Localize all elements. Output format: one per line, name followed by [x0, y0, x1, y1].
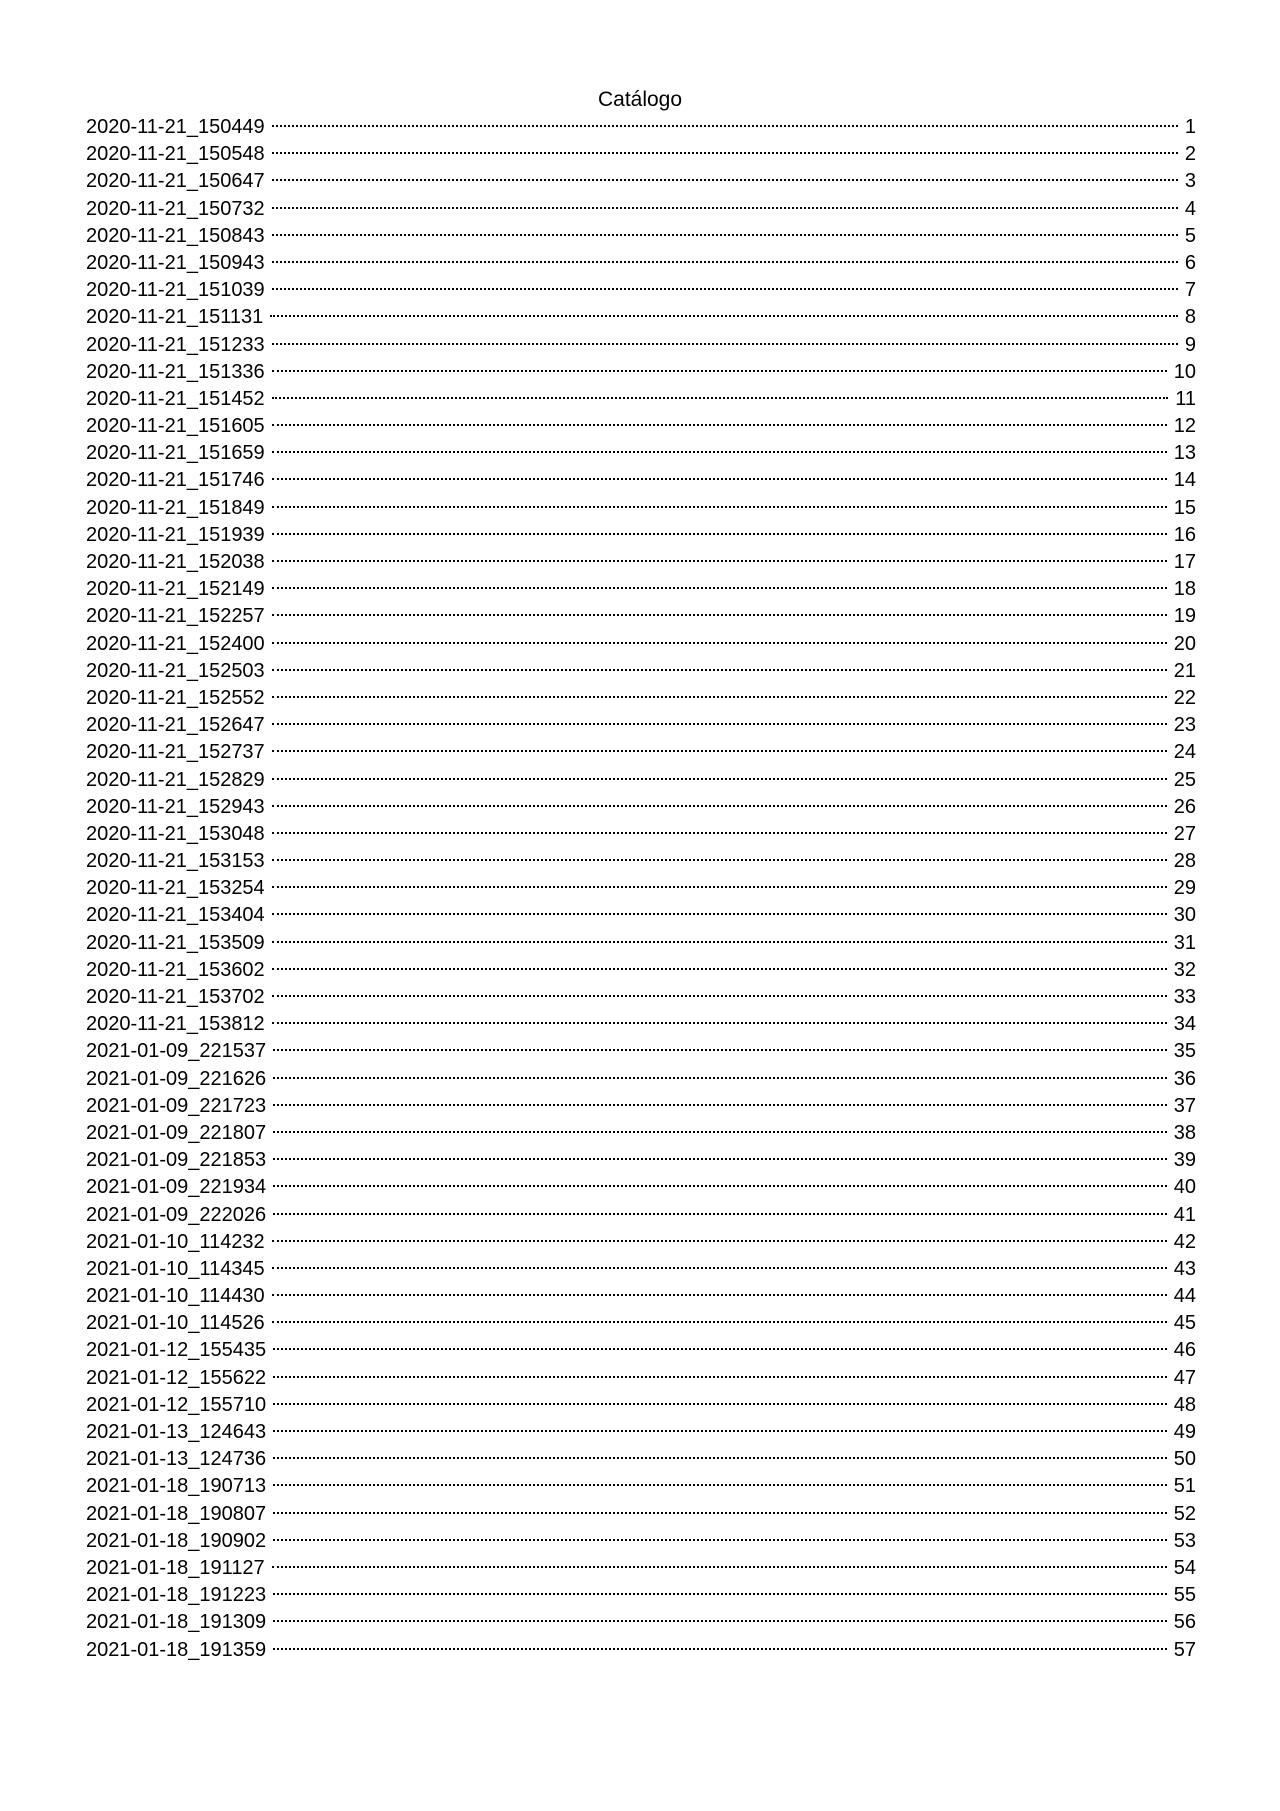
toc-entry[interactable]: [86, 1637, 1196, 1664]
toc-entry-page-number: 8: [1184, 306, 1196, 329]
toc-entry-label: 2020-11-21_150732: [86, 197, 265, 220]
toc-entry-label: 2020-11-21_150943: [86, 251, 265, 274]
toc-entry-page-number: 48: [1173, 1393, 1196, 1416]
dot-leader: [272, 912, 1167, 915]
toc-entry-label: 2020-11-21_153404: [86, 904, 265, 927]
toc-entry-label: 2021-01-09_221934: [86, 1176, 267, 1199]
dot-leader: [272, 940, 1167, 943]
dot-leader: [273, 1103, 1167, 1106]
toc-entry-page-number: 51: [1173, 1475, 1196, 1498]
toc-entry-label: 2020-11-21_151746: [86, 469, 265, 492]
toc-entry[interactable]: [86, 114, 1196, 141]
toc-entry-page-number: 53: [1173, 1529, 1196, 1552]
toc-entry-page-number: 50: [1173, 1448, 1196, 1471]
toc-entry-page-number: 56: [1173, 1611, 1196, 1634]
dot-leader: [272, 1266, 1167, 1269]
toc-entry-label: 2020-11-21_151659: [86, 442, 265, 465]
toc-entry[interactable]: [86, 250, 1196, 277]
toc-entry[interactable]: [86, 1501, 1196, 1528]
toc-entry[interactable]: [86, 549, 1196, 576]
dot-leader: [272, 477, 1167, 480]
toc-entry-page-number: 23: [1173, 714, 1196, 737]
toc-entry-label: 2020-11-21_151131: [86, 306, 264, 329]
toc-entry[interactable]: [86, 1365, 1196, 1392]
toc-entry[interactable]: [86, 1310, 1196, 1337]
dot-leader: [273, 1048, 1167, 1051]
toc-entry-page-number: 46: [1173, 1339, 1196, 1362]
dot-leader: [273, 1511, 1167, 1514]
dot-leader: [272, 885, 1167, 888]
dot-leader: [272, 260, 1178, 263]
toc-entry-page-number: 4: [1184, 197, 1196, 220]
toc-entry[interactable]: [86, 1256, 1196, 1283]
toc-entry-label: 2020-11-21_153812: [86, 1013, 265, 1036]
toc-entry-page-number: 21: [1173, 659, 1196, 682]
toc-entry-label: 2021-01-09_221807: [86, 1121, 267, 1144]
toc-entry-page-number: 37: [1173, 1094, 1196, 1117]
toc-entry[interactable]: [86, 1392, 1196, 1419]
toc-entry[interactable]: [86, 359, 1196, 386]
toc-entry-page-number: 34: [1173, 1013, 1196, 1036]
toc-entry[interactable]: [86, 277, 1196, 304]
toc-entry[interactable]: [86, 848, 1196, 875]
toc-entry[interactable]: [86, 1283, 1196, 1310]
dot-leader: [273, 1538, 1167, 1541]
toc-entry-label: 2021-01-13_124643: [86, 1421, 267, 1443]
dot-leader: [272, 233, 1178, 236]
toc-entry[interactable]: [86, 223, 1196, 250]
toc-entry-label: 2021-01-09_221723: [86, 1094, 267, 1117]
toc-entry-label: 2021-01-18_191223: [86, 1584, 267, 1607]
dot-leader: [272, 450, 1167, 453]
toc-entry-page-number: 13: [1173, 442, 1196, 465]
toc-entry[interactable]: [86, 1202, 1196, 1229]
table-of-contents: [86, 114, 1196, 1664]
toc-entry[interactable]: [86, 168, 1196, 195]
toc-entry-label: 2020-11-21_151939: [86, 523, 265, 546]
dot-leader: [272, 804, 1167, 807]
toc-entry-page-number: 9: [1184, 333, 1196, 356]
toc-entry[interactable]: [86, 658, 1196, 685]
toc-entry-label: 2020-11-21_150647: [86, 170, 265, 193]
toc-entry-page-number: 40: [1173, 1176, 1196, 1199]
toc-entry-label: 2020-11-21_151336: [86, 360, 265, 383]
toc-entry-page-number: 42: [1173, 1230, 1196, 1253]
toc-entry[interactable]: [86, 413, 1196, 440]
toc-entry[interactable]: [86, 821, 1196, 848]
toc-entry-label: 2020-11-21_152503: [86, 659, 265, 682]
toc-entry-page-number: 28: [1173, 850, 1196, 873]
dot-leader: [272, 505, 1167, 508]
toc-entry[interactable]: [86, 1038, 1196, 1065]
toc-entry-label: 2020-11-21_150548: [86, 143, 265, 166]
toc-entry[interactable]: [86, 1528, 1196, 1555]
toc-entry-label: 2020-11-21_150449: [86, 116, 265, 138]
dot-leader: [272, 151, 1178, 154]
dot-leader: [272, 668, 1167, 671]
toc-entry[interactable]: [86, 467, 1196, 494]
dot-leader: [273, 1456, 1167, 1459]
toc-entry-label: 2020-11-21_151849: [86, 496, 265, 519]
toc-entry[interactable]: [86, 141, 1196, 168]
toc-entry[interactable]: [86, 1120, 1196, 1147]
toc-entry-page-number: 29: [1173, 877, 1196, 900]
toc-entry-page-number: 3: [1184, 170, 1196, 193]
toc-entry-label: 2021-01-18_190807: [86, 1502, 267, 1525]
toc-entry-page-number: 44: [1173, 1285, 1196, 1308]
toc-entry-label: 2021-01-18_191309: [86, 1611, 267, 1634]
toc-entry-label: 2020-11-21_151039: [86, 279, 265, 302]
toc-entry-label: 2021-01-12_155710: [86, 1393, 267, 1416]
dot-leader: [273, 1402, 1167, 1405]
toc-entry-page-number: 54: [1173, 1556, 1196, 1579]
dot-leader: [272, 586, 1167, 589]
toc-entry-label: 2021-01-12_155435: [86, 1339, 267, 1362]
toc-entry[interactable]: [86, 794, 1196, 821]
dot-leader: [272, 532, 1167, 535]
toc-entry[interactable]: [86, 1609, 1196, 1636]
toc-entry-page-number: 57: [1173, 1638, 1196, 1661]
dot-leader: [272, 967, 1167, 970]
dot-leader: [272, 206, 1178, 209]
toc-entry-page-number: 1: [1184, 116, 1196, 138]
toc-entry[interactable]: [86, 875, 1196, 902]
toc-entry-label: 2021-01-10_114232: [86, 1230, 265, 1253]
toc-entry[interactable]: [86, 957, 1196, 984]
toc-entry[interactable]: [86, 902, 1196, 929]
toc-entry[interactable]: [86, 1066, 1196, 1093]
dot-leader: [273, 1619, 1167, 1622]
toc-entry-page-number: 41: [1173, 1203, 1196, 1226]
toc-entry-page-number: 35: [1173, 1040, 1196, 1063]
toc-entry-page-number: 36: [1173, 1067, 1196, 1090]
toc-entry[interactable]: [86, 739, 1196, 766]
toc-entry[interactable]: [86, 1555, 1196, 1582]
toc-entry-page-number: 20: [1173, 632, 1196, 655]
toc-entry[interactable]: [86, 984, 1196, 1011]
dot-leader: [272, 749, 1167, 752]
toc-entry[interactable]: [86, 1473, 1196, 1500]
dot-leader: [272, 1239, 1167, 1242]
toc-entry[interactable]: [86, 440, 1196, 467]
toc-entry-page-number: 52: [1173, 1502, 1196, 1525]
toc-entry-page-number: 33: [1173, 986, 1196, 1008]
dot-leader: [272, 994, 1167, 997]
toc-entry[interactable]: [86, 522, 1196, 549]
toc-entry-label: 2021-01-09_222026: [86, 1203, 267, 1226]
toc-entry-label: 2020-11-21_153254: [86, 877, 265, 900]
toc-entry-page-number: 14: [1173, 469, 1196, 492]
page-title: Catálogo: [597, 88, 683, 111]
toc-entry-label: 2020-11-21_152943: [86, 795, 265, 818]
toc-entry-label: 2021-01-09_221626: [86, 1067, 267, 1090]
toc-entry-page-number: 47: [1173, 1366, 1196, 1389]
toc-entry-label: 2020-11-21_152257: [86, 605, 265, 628]
dot-leader: [272, 613, 1167, 616]
dot-leader: [272, 695, 1167, 698]
toc-entry-page-number: 39: [1173, 1149, 1196, 1172]
toc-entry-label: 2020-11-21_153509: [86, 931, 265, 954]
toc-entry[interactable]: [86, 196, 1196, 223]
dot-leader: [270, 314, 1178, 317]
toc-entry-page-number: 18: [1173, 578, 1196, 601]
toc-entry-label: 2020-11-21_150843: [86, 224, 265, 247]
toc-entry-label: 2020-11-21_153048: [86, 822, 265, 845]
toc-entry-page-number: 27: [1173, 822, 1196, 845]
toc-entry-page-number: 24: [1173, 741, 1196, 764]
dot-leader: [273, 1429, 1167, 1432]
dot-leader: [272, 641, 1167, 644]
toc-entry-label: 2020-11-21_151605: [86, 415, 265, 438]
toc-entry-page-number: 6: [1184, 251, 1196, 274]
toc-entry-page-number: 38: [1173, 1121, 1196, 1144]
toc-entry-page-number: 10: [1173, 360, 1196, 383]
toc-entry-label: 2020-11-21_151233: [86, 333, 265, 356]
dot-leader: [272, 342, 1178, 345]
dot-leader: [272, 178, 1178, 181]
toc-entry-label: 2021-01-10_114345: [86, 1257, 265, 1280]
toc-entry-page-number: 12: [1173, 415, 1196, 438]
toc-entry-label: 2020-11-21_152552: [86, 686, 265, 709]
toc-entry[interactable]: [86, 1229, 1196, 1256]
toc-entry[interactable]: [86, 1446, 1196, 1473]
toc-entry[interactable]: [86, 685, 1196, 712]
toc-entry-label: 2021-01-12_155622: [86, 1366, 267, 1389]
dot-leader: [272, 396, 1169, 399]
toc-entry[interactable]: [86, 576, 1196, 603]
dot-leader: [272, 722, 1167, 725]
toc-entry-page-number: 17: [1173, 551, 1196, 573]
toc-entry-page-number: 5: [1184, 224, 1196, 247]
dot-leader: [273, 1157, 1167, 1160]
toc-entry-page-number: 26: [1173, 795, 1196, 818]
toc-entry-page-number: 11: [1175, 387, 1196, 410]
dot-leader: [273, 1130, 1167, 1133]
toc-entry[interactable]: [86, 1147, 1196, 1174]
toc-entry-page-number: 43: [1173, 1257, 1196, 1280]
toc-entry-page-number: 22: [1173, 686, 1196, 709]
toc-entry-label: 2020-11-21_153602: [86, 958, 265, 981]
toc-entry-page-number: 32: [1173, 958, 1196, 981]
dot-leader: [272, 1293, 1167, 1296]
toc-entry[interactable]: [86, 1419, 1196, 1446]
toc-entry-label: 2020-11-21_152647: [86, 714, 265, 737]
toc-entry-page-number: 2: [1184, 143, 1196, 166]
dot-leader: [273, 1375, 1167, 1378]
dot-leader: [272, 423, 1167, 426]
toc-entry-page-number: 31: [1173, 931, 1196, 954]
dot-leader: [273, 1212, 1167, 1215]
toc-entry[interactable]: [86, 332, 1196, 359]
toc-entry-page-number: 19: [1173, 605, 1196, 628]
toc-entry-label: 2021-01-09_221537: [86, 1040, 267, 1063]
toc-entry-label: 2020-11-21_152737: [86, 741, 265, 764]
dot-leader: [273, 1184, 1167, 1187]
toc-entry[interactable]: [86, 603, 1196, 630]
toc-entry[interactable]: [86, 1093, 1196, 1120]
toc-entry-label: 2021-01-10_114526: [86, 1312, 265, 1335]
toc-entry-label: 2020-11-21_152149: [86, 578, 265, 601]
dot-leader: [273, 1483, 1167, 1486]
toc-entry-page-number: 49: [1173, 1421, 1196, 1443]
toc-entry[interactable]: [86, 1011, 1196, 1038]
toc-entry[interactable]: [86, 1337, 1196, 1364]
toc-entry[interactable]: [86, 1174, 1196, 1201]
dot-leader: [272, 1320, 1167, 1323]
toc-entry-label: 2020-11-21_152400: [86, 632, 265, 655]
dot-leader: [272, 369, 1167, 372]
toc-entry[interactable]: [86, 712, 1196, 739]
toc-entry[interactable]: [86, 304, 1196, 331]
toc-entry-label: 2020-11-21_153153: [86, 850, 265, 873]
toc-entry[interactable]: [86, 1582, 1196, 1609]
toc-entry-label: 2021-01-10_114430: [86, 1285, 265, 1308]
toc-entry-label: 2021-01-13_124736: [86, 1448, 267, 1471]
toc-entry[interactable]: [86, 930, 1196, 957]
dot-leader: [272, 777, 1167, 780]
toc-entry-label: 2021-01-18_190713: [86, 1475, 267, 1498]
toc-entry-page-number: 30: [1173, 904, 1196, 927]
toc-entry-label: 2020-11-21_153702: [86, 986, 265, 1008]
toc-entry-label: 2021-01-18_190902: [86, 1529, 267, 1552]
toc-entry[interactable]: [86, 767, 1196, 794]
toc-entry-label: 2021-01-18_191359: [86, 1638, 267, 1661]
toc-entry-page-number: 16: [1173, 523, 1196, 546]
dot-leader: [272, 124, 1178, 127]
toc-entry-label: 2021-01-09_221853: [86, 1149, 267, 1172]
dot-leader: [273, 1076, 1167, 1079]
dot-leader: [272, 559, 1167, 562]
toc-entry[interactable]: [86, 495, 1196, 522]
toc-entry-label: 2020-11-21_152829: [86, 768, 265, 791]
toc-entry-page-number: 45: [1173, 1312, 1196, 1335]
dot-leader: [273, 1592, 1167, 1595]
toc-entry[interactable]: [86, 631, 1196, 658]
toc-entry-label: 2020-11-21_151452: [86, 387, 265, 410]
toc-entry-page-number: 15: [1173, 496, 1196, 519]
dot-leader: [272, 287, 1178, 290]
toc-entry-label: 2020-11-21_152038: [86, 551, 265, 573]
dot-leader: [273, 1347, 1167, 1350]
dot-leader: [272, 831, 1167, 834]
dot-leader: [272, 1565, 1167, 1568]
toc-entry-page-number: 25: [1173, 768, 1196, 791]
dot-leader: [272, 1021, 1167, 1024]
toc-entry[interactable]: [86, 386, 1196, 413]
dot-leader: [272, 858, 1167, 861]
toc-entry-page-number: 7: [1184, 279, 1196, 302]
dot-leader: [273, 1647, 1167, 1650]
toc-entry-page-number: 55: [1173, 1584, 1196, 1607]
toc-entry-label: 2021-01-18_191127: [86, 1556, 265, 1579]
